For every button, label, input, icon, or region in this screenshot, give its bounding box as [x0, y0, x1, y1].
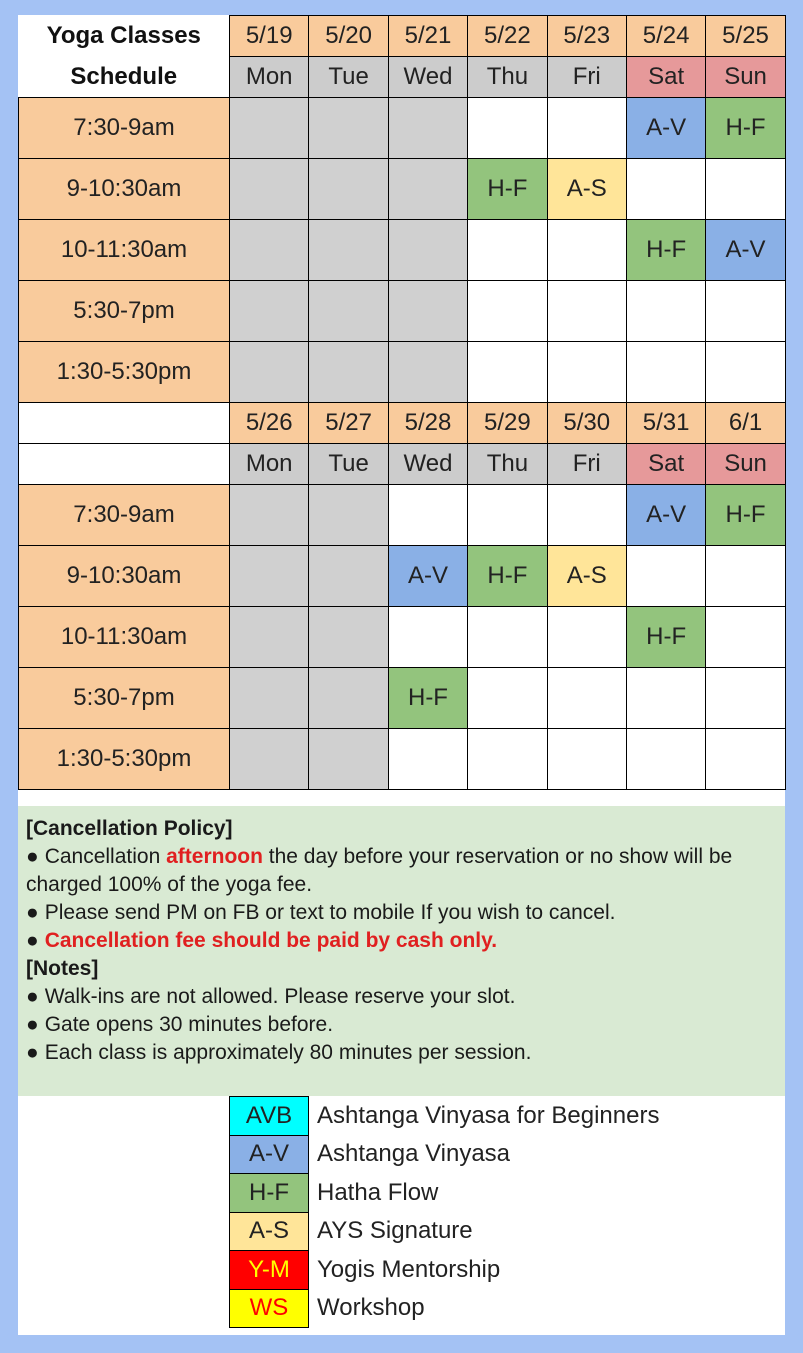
legend-code: A-S	[230, 1212, 309, 1251]
unavailable-slot	[388, 98, 467, 159]
note-item	[26, 983, 778, 1011]
unavailable-slot	[309, 668, 388, 729]
empty-slot	[468, 342, 547, 403]
date-cell: 5/29	[468, 403, 547, 444]
date-cell: 5/25	[706, 16, 785, 57]
empty-slot	[706, 729, 785, 790]
class-slot: H-F	[706, 485, 785, 546]
note-item	[26, 1039, 778, 1067]
unavailable-slot	[309, 729, 388, 790]
unavailable-slot	[388, 342, 467, 403]
bullet-icon: ●	[26, 1041, 39, 1064]
unavailable-slot	[230, 607, 309, 668]
unavailable-slot	[309, 342, 388, 403]
date-cell: 5/30	[547, 403, 626, 444]
date-row	[19, 403, 786, 444]
date-cell: 5/31	[626, 403, 705, 444]
legend-code: A-V	[230, 1135, 309, 1174]
date-cell: 5/27	[309, 403, 388, 444]
bullet-icon: ●	[26, 845, 39, 868]
timeslot-row	[19, 342, 786, 403]
legend-label: Ashtanga Vinyasa for Beginners	[317, 1101, 660, 1129]
date-cell: 5/22	[468, 16, 547, 57]
legend-label: AYS Signature	[317, 1217, 473, 1245]
date-row	[19, 16, 786, 57]
date-cell: 5/20	[309, 16, 388, 57]
schedule-title-line-2: Schedule	[19, 57, 230, 98]
time-slot-label: 10-11:30am	[19, 607, 230, 668]
time-slot-label: 1:30-5:30pm	[19, 342, 230, 403]
empty-slot	[626, 546, 705, 607]
bullet-icon: ●	[26, 1013, 39, 1036]
timeslot-row	[19, 159, 786, 220]
empty-slot	[626, 668, 705, 729]
empty-slot	[468, 485, 547, 546]
time-slot-label: 10-11:30am	[19, 220, 230, 281]
note-text: Walk-ins are not allowed. Please reserve your slot.	[44, 985, 516, 1008]
class-slot: A-S	[547, 546, 626, 607]
unavailable-slot	[230, 220, 309, 281]
empty-slot	[706, 607, 785, 668]
unavailable-slot	[309, 220, 388, 281]
time-slot-label: 7:30-9am	[19, 485, 230, 546]
header-spacer	[19, 403, 230, 444]
empty-slot	[706, 668, 785, 729]
note-text: Each class is approximately 80 minutes per session.	[44, 1041, 532, 1064]
unavailable-slot	[309, 98, 388, 159]
note-item	[26, 1011, 778, 1039]
date-cell: 6/1	[706, 403, 785, 444]
empty-slot	[547, 342, 626, 403]
empty-slot	[547, 607, 626, 668]
empty-slot	[547, 668, 626, 729]
empty-slot	[468, 607, 547, 668]
empty-slot	[547, 220, 626, 281]
legend-row	[230, 1251, 660, 1290]
day-cell: Wed	[388, 57, 467, 98]
empty-slot	[706, 159, 785, 220]
legend-row	[230, 1212, 660, 1251]
time-slot-label: 9-10:30am	[19, 159, 230, 220]
class-slot: H-F	[626, 220, 705, 281]
empty-slot	[468, 281, 547, 342]
empty-slot	[706, 281, 785, 342]
unavailable-slot	[230, 668, 309, 729]
policy-item	[26, 899, 778, 927]
empty-slot	[388, 485, 467, 546]
bullet-icon: ●	[26, 985, 39, 1008]
empty-slot	[468, 220, 547, 281]
timeslot-row	[19, 668, 786, 729]
date-cell: 5/19	[230, 16, 309, 57]
header-spacer	[19, 444, 230, 485]
class-slot: A-V	[388, 546, 467, 607]
unavailable-slot	[388, 281, 467, 342]
day-cell: Mon	[230, 444, 309, 485]
class-legend	[229, 1096, 660, 1328]
class-slot: H-F	[388, 668, 467, 729]
day-row	[19, 444, 786, 485]
legend-row	[230, 1174, 660, 1213]
policy-item	[26, 927, 778, 955]
unavailable-slot	[230, 342, 309, 403]
day-cell: Mon	[230, 57, 309, 98]
time-slot-label: 9-10:30am	[19, 546, 230, 607]
empty-slot	[547, 281, 626, 342]
empty-slot	[468, 668, 547, 729]
day-cell: Thu	[468, 444, 547, 485]
legend-row	[230, 1135, 660, 1174]
day-cell: Sun	[706, 444, 785, 485]
policy-text: Please send PM on FB or text to mobile If you wish to cancel.	[44, 901, 616, 924]
legend-row	[230, 1097, 660, 1136]
date-cell: 5/21	[388, 16, 467, 57]
empty-slot	[468, 98, 547, 159]
empty-slot	[468, 729, 547, 790]
date-cell: 5/26	[230, 403, 309, 444]
policy-text: Cancellation	[44, 845, 167, 868]
bullet-icon: ●	[26, 901, 39, 924]
timeslot-row	[19, 281, 786, 342]
time-slot-label: 7:30-9am	[19, 98, 230, 159]
date-cell: 5/23	[547, 16, 626, 57]
legend-row	[230, 1289, 660, 1328]
class-slot: A-S	[547, 159, 626, 220]
legend-code: H-F	[230, 1174, 309, 1213]
day-cell: Fri	[547, 57, 626, 98]
policy-highlight: afternoon	[166, 845, 263, 868]
cancellation-policy-heading: [Cancellation Policy]	[26, 817, 233, 840]
legend-label: Ashtanga Vinyasa	[317, 1140, 511, 1168]
unavailable-slot	[388, 159, 467, 220]
unavailable-slot	[230, 98, 309, 159]
class-slot: H-F	[468, 546, 547, 607]
class-slot: A-V	[626, 485, 705, 546]
timeslot-row	[19, 546, 786, 607]
class-slot: A-V	[706, 220, 785, 281]
empty-slot	[626, 159, 705, 220]
unavailable-slot	[309, 485, 388, 546]
class-slot: H-F	[468, 159, 547, 220]
policy-warning: Cancellation fee should be paid by cash only.	[44, 929, 498, 952]
class-slot: H-F	[706, 98, 785, 159]
legend-code: Y-M	[230, 1251, 309, 1290]
day-cell: Thu	[468, 57, 547, 98]
unavailable-slot	[388, 220, 467, 281]
empty-slot	[706, 342, 785, 403]
time-slot-label: 5:30-7pm	[19, 281, 230, 342]
legend-label: Yogis Mentorship	[317, 1255, 501, 1283]
unavailable-slot	[309, 159, 388, 220]
empty-slot	[626, 281, 705, 342]
day-cell: Wed	[388, 444, 467, 485]
day-cell: Tue	[309, 444, 388, 485]
policy-text: the day before your reservation or no show will be charged 100% of the yoga fee.	[26, 845, 733, 896]
note-text: Gate opens 30 minutes before.	[44, 1013, 334, 1036]
day-cell: Fri	[547, 444, 626, 485]
schedule-title-line-1: Yoga Classes	[19, 16, 230, 57]
empty-slot	[547, 485, 626, 546]
schedule-table	[18, 15, 786, 790]
bullet-icon: ●	[26, 929, 39, 952]
day-row	[19, 57, 786, 98]
empty-slot	[626, 729, 705, 790]
empty-slot	[547, 729, 626, 790]
time-slot-label: 5:30-7pm	[19, 668, 230, 729]
class-slot: H-F	[626, 607, 705, 668]
time-slot-label: 1:30-5:30pm	[19, 729, 230, 790]
policy-panel	[18, 806, 785, 1096]
unavailable-slot	[230, 729, 309, 790]
date-cell: 5/24	[626, 16, 705, 57]
day-cell: Sat	[626, 57, 705, 98]
timeslot-row	[19, 485, 786, 546]
empty-slot	[547, 98, 626, 159]
empty-slot	[626, 342, 705, 403]
class-slot: A-V	[626, 98, 705, 159]
empty-slot	[706, 546, 785, 607]
timeslot-row	[19, 220, 786, 281]
timeslot-row	[19, 607, 786, 668]
unavailable-slot	[230, 281, 309, 342]
notes-heading: [Notes]	[26, 957, 99, 980]
legend-code: AVB	[230, 1097, 309, 1136]
date-cell: 5/28	[388, 403, 467, 444]
unavailable-slot	[309, 546, 388, 607]
day-cell: Sun	[706, 57, 785, 98]
policy-item	[26, 843, 778, 899]
unavailable-slot	[230, 485, 309, 546]
unavailable-slot	[230, 546, 309, 607]
timeslot-row	[19, 98, 786, 159]
legend-label: Workshop	[317, 1294, 425, 1322]
legend-label: Hatha Flow	[317, 1178, 439, 1206]
empty-slot	[388, 607, 467, 668]
empty-slot	[388, 729, 467, 790]
legend-code: WS	[230, 1289, 309, 1328]
day-cell: Sat	[626, 444, 705, 485]
unavailable-slot	[230, 159, 309, 220]
unavailable-slot	[309, 281, 388, 342]
unavailable-slot	[309, 607, 388, 668]
timeslot-row	[19, 729, 786, 790]
day-cell: Tue	[309, 57, 388, 98]
